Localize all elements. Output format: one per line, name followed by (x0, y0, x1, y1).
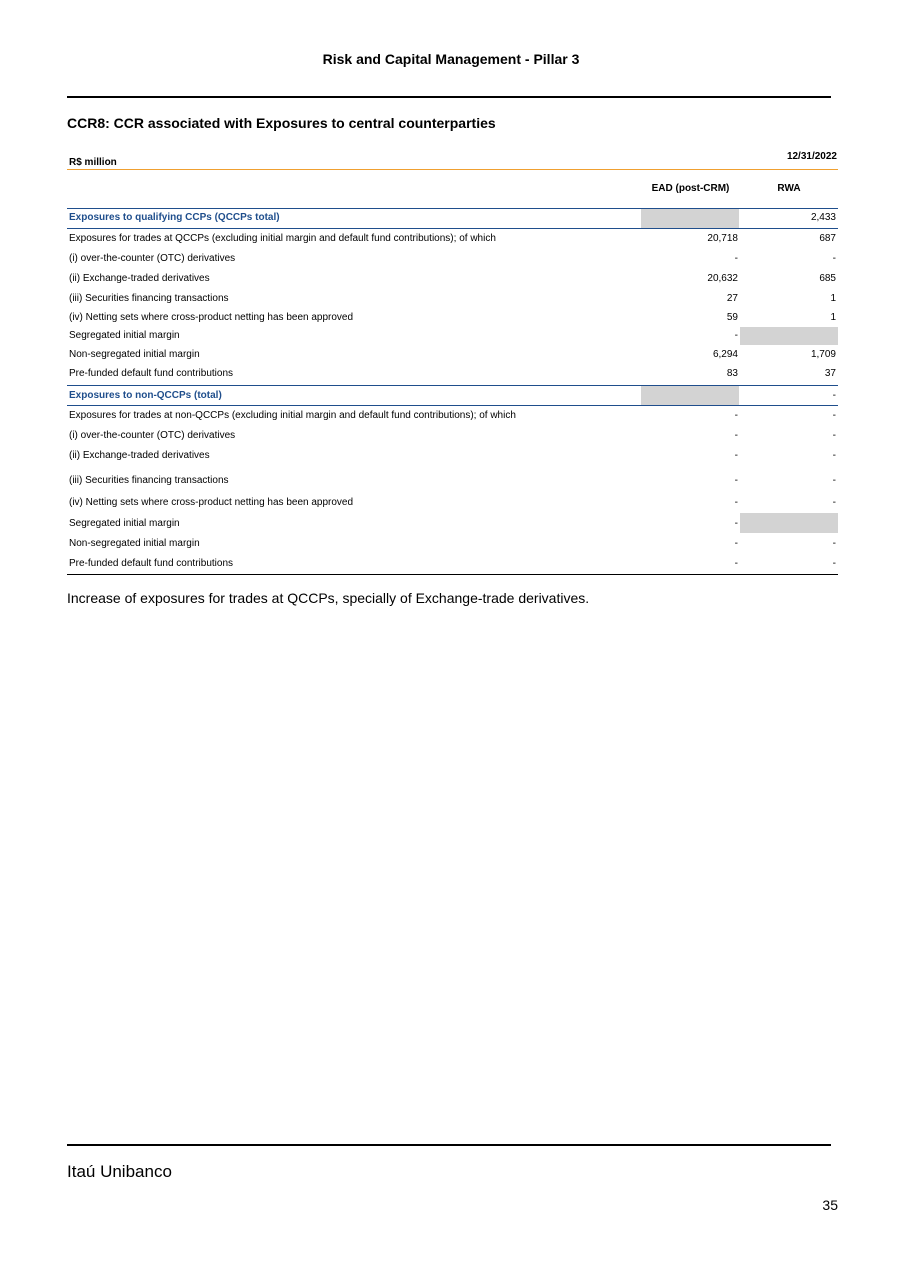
row-label: (i) over-the-counter (OTC) derivatives (69, 430, 236, 441)
row-rwa-value: - (832, 410, 836, 421)
column-header-ead: EAD (post-CRM) (651, 183, 730, 194)
shaded-cell (740, 513, 838, 533)
row-ead-value: - (734, 430, 738, 441)
row-ead-value: 27 (726, 293, 738, 304)
row-rwa-value: - (832, 558, 836, 569)
row-label: Exposures for trades at QCCPs (excluding initial margin and default fund contributions); of which (69, 233, 496, 244)
row-ead-value: - (734, 497, 738, 508)
row-rwa-value: 1 (830, 312, 836, 323)
row-ead-value: - (734, 558, 738, 569)
row-label: Pre-funded default fund contributions (69, 368, 233, 379)
row-ead-value: - (734, 475, 738, 486)
row-label: Exposures to non-QCCPs (total) (69, 390, 222, 401)
row-label: (iv) Netting sets where cross-product netting has been approved (69, 312, 354, 323)
row-ead-value: - (734, 538, 738, 549)
row-label: (ii) Exchange-traded derivatives (69, 273, 210, 284)
row-ead-value: 83 (726, 368, 738, 379)
row-label: Non-segregated initial margin (69, 349, 200, 360)
row-label: (iii) Securities financing transactions (69, 475, 229, 486)
row-rwa-value: - (832, 538, 836, 549)
row-label: Segregated initial margin (69, 518, 180, 529)
row-ead-value: - (734, 253, 738, 264)
row-rwa-value: - (832, 430, 836, 441)
group-rule-bottom (67, 405, 838, 406)
footer-company-name: Itaú Unibanco (67, 1162, 172, 1181)
table-date-label: 12/31/2022 (786, 151, 837, 162)
group-rule-bottom (67, 228, 838, 229)
row-label: (iii) Securities financing transactions (69, 293, 229, 304)
table-unit-label: R$ million (69, 157, 117, 168)
row-ead-value: - (734, 330, 738, 341)
row-label: Exposures for trades at non-QCCPs (excluding initial margin and default fund contributions); of which (69, 410, 516, 421)
row-ead-value: - (734, 410, 738, 421)
shaded-cell (641, 386, 739, 405)
table-note: Increase of exposures for trades at QCCPs, specially of Exchange-trade derivatives. (67, 590, 590, 606)
row-label: Non-segregated initial margin (69, 538, 200, 549)
row-label: (i) over-the-counter (OTC) derivatives (69, 253, 236, 264)
shaded-cell (641, 209, 739, 228)
header-rule (67, 96, 831, 98)
row-rwa-value: 1 (830, 293, 836, 304)
row-rwa-value: 1,709 (810, 349, 836, 360)
row-label: Segregated initial margin (69, 330, 180, 341)
row-label: (ii) Exchange-traded derivatives (69, 450, 210, 461)
row-ead-value: - (734, 450, 738, 461)
row-label: (iv) Netting sets where cross-product netting has been approved (69, 497, 354, 508)
row-rwa-value: 685 (819, 273, 836, 284)
shaded-cell (740, 327, 838, 345)
row-rwa-value: 687 (819, 233, 836, 244)
row-rwa-value: - (832, 253, 836, 264)
table-top-rule (67, 169, 838, 170)
row-ead-value: 59 (726, 312, 738, 323)
row-rwa-value: - (832, 450, 836, 461)
page-header-title: Risk and Capital Management - Pillar 3 (322, 51, 580, 67)
row-rwa-value: - (832, 475, 836, 486)
footer-rule (67, 1144, 831, 1146)
section-title: CCR8: CCR associated with Exposures to central counterparties (67, 115, 496, 131)
row-rwa-value: 37 (824, 368, 836, 379)
row-label: Pre-funded default fund contributions (69, 558, 233, 569)
row-rwa-value: 2,433 (810, 212, 836, 223)
column-header-rwa: RWA (777, 183, 801, 194)
row-ead-value: - (734, 518, 738, 529)
row-ead-value: 20,632 (707, 273, 738, 284)
row-rwa-value: - (832, 497, 836, 508)
row-rwa-value: - (832, 390, 836, 401)
row-label: Exposures to qualifying CCPs (QCCPs total) (69, 212, 280, 223)
table-bottom-rule (67, 574, 838, 575)
row-ead-value: 6,294 (712, 349, 738, 360)
page-number: 35 (822, 1197, 838, 1213)
row-ead-value: 20,718 (707, 233, 738, 244)
